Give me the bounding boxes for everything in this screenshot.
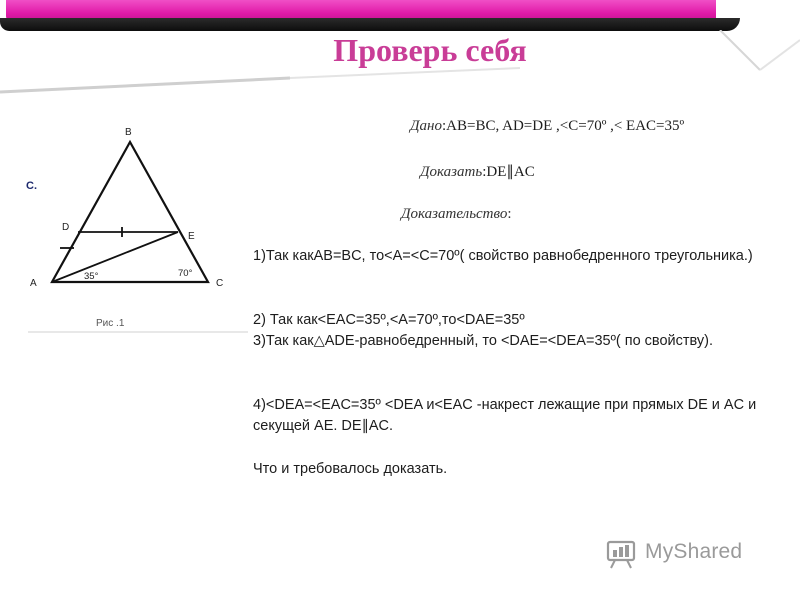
vertex-a-label: A bbox=[30, 278, 37, 289]
vertex-e-label: E bbox=[188, 231, 195, 242]
segment-ae bbox=[52, 232, 178, 282]
side-label: C. bbox=[26, 180, 37, 192]
triangle-figure bbox=[18, 120, 248, 340]
vertex-d-label: D bbox=[62, 222, 70, 233]
proof-heading bbox=[401, 206, 512, 223]
figure-caption: Рис .1 bbox=[96, 318, 125, 329]
proof-step-4: 4)<DEA=<EAC=35º <DEA и<EAC -накрест лежащие при прямых DE и AC и секущей AE. DE∥AC. bbox=[253, 397, 757, 434]
proof-step-3: 3)Так как△ADE-равнобедренный, то <DAE=<DEA=35º( по свойству). bbox=[253, 333, 714, 349]
angle-c-label: 70° bbox=[178, 268, 193, 279]
header-banner bbox=[0, 0, 800, 36]
myshared-logo-icon bbox=[605, 536, 641, 570]
given-label: Дано bbox=[410, 118, 442, 134]
vertex-c-label: C bbox=[216, 278, 224, 289]
proof-step-1: 1)Так какAB=BC, то<A=<C=70º( свойство равнобедренного треугольника.) bbox=[253, 248, 753, 264]
vertex-b-label: B bbox=[125, 127, 132, 138]
angle-a-label: 35° bbox=[84, 271, 99, 282]
logo-text: MyShared bbox=[645, 540, 743, 563]
given-line bbox=[410, 118, 684, 135]
page-title: Проверь себя bbox=[333, 32, 527, 68]
proof-colon: : bbox=[507, 206, 512, 222]
proof-step-2: 2) Так как<EAC=35º,<A=70º,то<DAE=35º bbox=[253, 312, 525, 328]
given-text: :AB=BC, AD=DE ,<C=70º ,< EAC=35º bbox=[442, 118, 685, 134]
prove-text: :DE∥AC bbox=[482, 164, 535, 180]
triangle-abc bbox=[52, 142, 208, 282]
prove-label: Доказать bbox=[420, 164, 483, 180]
prove-line bbox=[420, 162, 535, 181]
proof-label: Доказательство bbox=[401, 206, 508, 222]
proof-conclusion: Что и требовалось доказать. bbox=[253, 461, 448, 477]
banner-black-bar bbox=[0, 18, 740, 31]
myshared-logo[interactable] bbox=[605, 536, 775, 570]
